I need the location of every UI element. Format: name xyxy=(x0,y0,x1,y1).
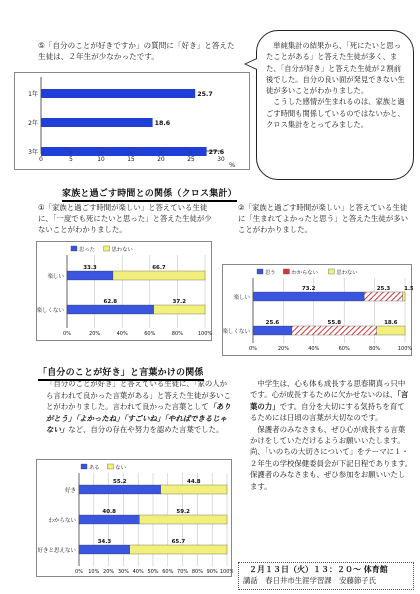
legend-swatch xyxy=(81,464,87,469)
section5-text-content: ⑤「自分のことが好きですか」の質問に「好き」と答えた生徒は、２年生が少なかったです。 xyxy=(38,41,235,61)
category-label: 2年 xyxy=(28,120,38,127)
data-label: 18.6 xyxy=(154,120,171,127)
callout-text-1: 単純集計の結果から、「死にたいと思ったことがある」と答えた生徒が多く、また、「自分が好き」と答えた生徒が２割前後でした。自分の良い面が発見できない生徒が多いことがわかりました。 xyxy=(266,41,405,96)
event-lecturer: 講話 春日井市生涯学習課 安藤節子氏 xyxy=(243,576,377,585)
legend-label: 思った xyxy=(79,247,95,253)
bar-segment xyxy=(130,545,227,554)
legend-label: 思わない xyxy=(111,247,133,253)
bar-segment xyxy=(403,292,405,301)
tick-label: 0% xyxy=(249,346,257,352)
legend-swatch xyxy=(328,269,334,274)
legend-swatch xyxy=(104,246,110,251)
bar-segment xyxy=(113,271,205,280)
data-label: 1.5 xyxy=(404,286,413,292)
tick-label: 30 xyxy=(217,157,225,163)
tick-label: 80% xyxy=(369,346,381,352)
category-label: わからない xyxy=(48,518,76,524)
tick-label: 40% xyxy=(308,346,320,352)
words-text-emph: 「ありがとう」「よかったね」「すごいね」「やればできるじゃない」 xyxy=(46,402,231,435)
item1-text-content: ①「家族と過ごす時間が楽しい」と答えている生徒に、「一度でも死にたいと思った」と答えた生徒が少ないことがわかりました。 xyxy=(38,203,212,234)
tick-label: 50% xyxy=(147,569,159,575)
closing-power-words: 「言葉の力」 xyxy=(250,390,409,411)
legend-swatch xyxy=(71,246,77,251)
data-label: 33.3 xyxy=(83,265,97,271)
tick-label: 5 xyxy=(69,157,73,163)
tick-label: 0 xyxy=(39,157,43,163)
bar-segment xyxy=(292,326,377,335)
data-label: 25.3 xyxy=(376,286,391,292)
bar-segment xyxy=(253,326,292,335)
tick-label: 70% xyxy=(177,569,189,575)
words-section-text xyxy=(46,378,232,436)
bar-segment xyxy=(154,305,205,314)
words-chart xyxy=(36,459,232,577)
tick-label: 40% xyxy=(116,331,128,337)
bar-segment xyxy=(67,305,154,314)
bar-segment xyxy=(79,515,139,524)
data-label: 25.7 xyxy=(197,91,213,98)
data-label: 34.3 xyxy=(97,539,112,545)
category-label: 好き xyxy=(64,488,76,494)
category-label: 3年 xyxy=(28,149,38,156)
family-section-title xyxy=(62,186,362,199)
data-label: 55.2 xyxy=(113,479,127,485)
family-section-title-text: 家族と過ごす時間との関係（クロス集計） xyxy=(62,189,237,202)
legend-swatch xyxy=(257,269,263,274)
legend-swatch xyxy=(283,269,289,274)
bar-segment xyxy=(79,485,161,494)
bar xyxy=(41,89,195,98)
tick-label: 100% xyxy=(397,346,413,352)
category-label: 楽しい xyxy=(233,295,250,301)
data-label: 27.6 xyxy=(208,149,225,156)
bar xyxy=(41,147,207,156)
bar-segment xyxy=(377,326,405,335)
legend-label: わからない xyxy=(291,270,318,276)
item1-text xyxy=(38,202,218,235)
tick-label: 90% xyxy=(206,569,218,575)
tick-label: 40% xyxy=(132,569,144,575)
section5-text xyxy=(38,40,236,62)
cross-chart-2-svg xyxy=(223,265,413,357)
words-section-title-text: 「自分のことが好き」と言葉かけの関係 xyxy=(38,368,204,381)
data-label: 65.7 xyxy=(171,539,186,545)
callout-pointer-inner xyxy=(246,59,257,69)
cross-chart-2 xyxy=(222,264,412,356)
closing-text-1b: です。自分を大切にする気持ちを育てるためには日頃の言葉が大切なのです。 xyxy=(250,401,405,423)
category-label: 好きと思えない xyxy=(37,548,76,554)
legend-swatch xyxy=(107,464,113,469)
words-chart-svg xyxy=(37,460,233,578)
words-text-a: 「自分のことが好き」と答えている生徒に、「家の人から言われて良かった言葉がある」と答えた生徒が多いことがわかりました。言われて良かった言葉として xyxy=(46,379,231,412)
section5-chart xyxy=(14,72,250,170)
bar-segment xyxy=(161,485,227,494)
unit-label: % xyxy=(229,161,236,169)
item2-text xyxy=(238,202,408,235)
bar-segment xyxy=(364,292,402,301)
data-label: 44.8 xyxy=(187,479,201,485)
tick-label: 0% xyxy=(63,331,71,337)
category-label: 楽しい xyxy=(47,274,64,280)
data-label: 25.6 xyxy=(265,320,280,326)
legend-label: ない xyxy=(115,465,127,471)
tick-label: 0% xyxy=(75,569,83,575)
category-label: 1年 xyxy=(28,91,38,98)
tick-label: 80% xyxy=(191,569,203,575)
bar-segment xyxy=(253,292,364,301)
callout-text-2: こうした感情が生まれるのは、家族と過ごす時間も関係しているのではないかと、クロス集計をとってみました。 xyxy=(266,97,405,130)
tick-label: 30% xyxy=(117,569,129,575)
tick-label: 60% xyxy=(338,346,350,352)
data-label: 73.2 xyxy=(301,286,316,292)
data-label: 55.8 xyxy=(327,320,342,326)
tick-label: 20% xyxy=(277,346,289,352)
closing-text xyxy=(250,378,412,492)
legend-label: 思う xyxy=(265,270,276,276)
tick-label: 20% xyxy=(89,331,101,337)
data-label: 40.8 xyxy=(102,509,116,515)
bar xyxy=(41,118,153,127)
words-text-b: など、自分の存在や努力を認めた言葉でした。 xyxy=(68,425,224,435)
tick-label: 10% xyxy=(88,569,100,575)
event-info xyxy=(238,562,414,590)
legend-label: ある xyxy=(89,465,100,471)
closing-text-1a: 中学生は、心も体も成長する思春期真っ只中です。心が成長するために欠かせないのは、 xyxy=(250,379,406,400)
data-label: 59.2 xyxy=(176,509,190,515)
bar-segment xyxy=(67,271,113,280)
tick-label: 100% xyxy=(197,331,213,337)
tick-label: 20 xyxy=(157,157,165,163)
data-label: 37.2 xyxy=(172,299,187,305)
tick-label: 20% xyxy=(103,569,115,575)
event-date: ２月１３日（火）１３：２０～ 体育館 xyxy=(249,565,388,574)
cross-chart-1 xyxy=(36,241,212,341)
legend-label: 思わない xyxy=(336,270,358,276)
tick-label: 15 xyxy=(127,157,135,163)
words-section-title xyxy=(38,365,258,378)
data-label: 66.7 xyxy=(152,265,166,271)
tick-label: 100% xyxy=(219,569,233,575)
data-label: 18.6 xyxy=(384,320,398,326)
tick-label: 80% xyxy=(171,331,183,337)
callout-text xyxy=(266,40,406,130)
data-label: 62.8 xyxy=(103,299,118,305)
closing-paragraph-2: 保護者のみなさまも、ぜひ心が成長する言葉かけをしていただけるようお願いいたします。尚、「いのちの大切さについて」をテーマに１・２年生の学校保健委員会が下記日程であります。保護者のみなさまも、ぜひ参加をお願いいたします。 xyxy=(250,424,413,491)
tick-label: 25 xyxy=(187,157,195,163)
cross-chart-1-svg xyxy=(37,242,213,342)
bar-segment xyxy=(139,515,227,524)
item2-text-content: ②「家族と過ごす時間が楽しい」と答えている生徒に「生まれてよかったと思う」と答えた生徒が多いことがわかりました。 xyxy=(238,203,408,234)
tick-label: 60% xyxy=(162,569,174,575)
section5-chart-svg xyxy=(15,73,251,171)
category-label: 楽しくない xyxy=(37,308,64,314)
tick-label: 10 xyxy=(97,157,105,163)
category-label: 楽しくない xyxy=(223,329,250,335)
closing-paragraph-1 xyxy=(250,378,412,424)
bar-segment xyxy=(79,545,130,554)
tick-label: 60% xyxy=(144,331,156,337)
